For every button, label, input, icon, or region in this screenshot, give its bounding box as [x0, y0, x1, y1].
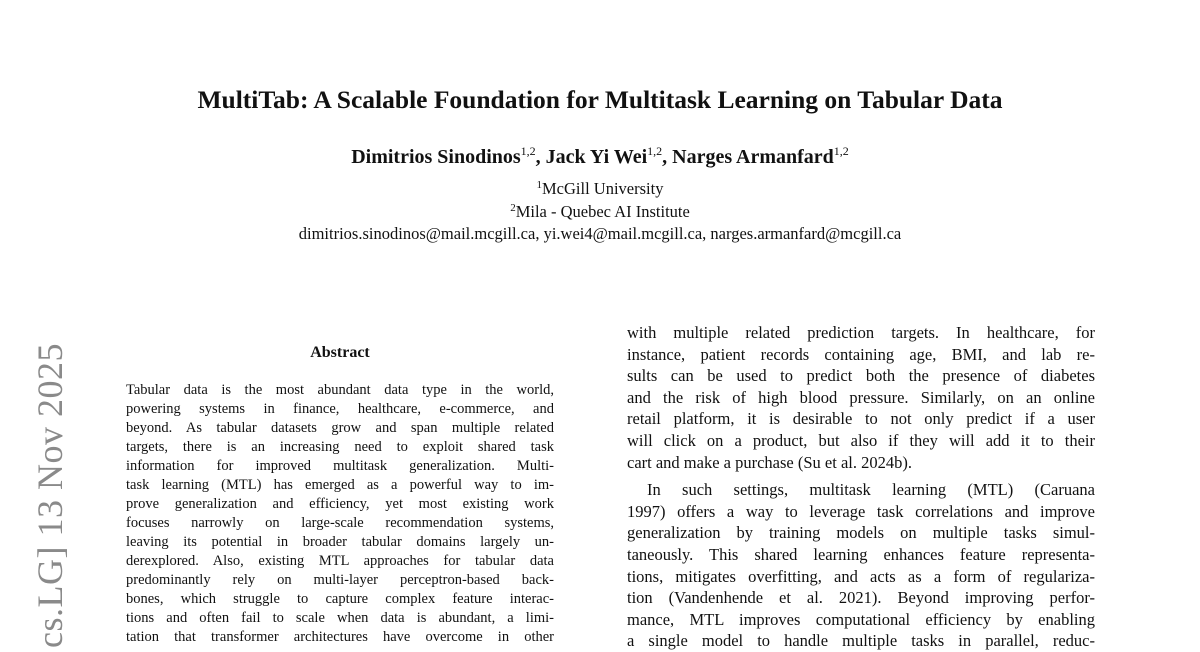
abstract-line: task learning (MTL) has emerged as a powerful way to im-	[126, 477, 554, 493]
intro-line: taneously. This shared learning enhances feature representa-	[627, 544, 1095, 564]
intro-line: In such settings, multitask learning (MTL) (Caruana	[647, 480, 1095, 500]
intro-line: a single model to handle multiple tasks in parallel, reduc-	[627, 631, 1095, 651]
intro-line: mance, MTL improves computational efficiency by enabling	[627, 609, 1095, 629]
author-emails: dimitrios.sinodinos@mail.mcgill.ca, yi.wei4@mail.mcgill.ca, narges.armanfard@mcgill.ca	[298, 224, 902, 243]
intro-line: tions, mitigates overfitting, and acts as a form of regulariza-	[627, 566, 1095, 586]
author-name: Jack Yi Wei	[545, 146, 648, 168]
abstract-line: bones, which struggle to capture complex feature interac-	[126, 591, 554, 607]
intro-line: tion (Vandenhende et al. 2021). Beyond improving perfor-	[627, 588, 1095, 608]
intro-line: 1997) offers a way to leverage task correlations and improve	[627, 501, 1095, 521]
intro-line: retail platform, it is desirable to not only predict if a user	[627, 409, 1095, 429]
author-name: Narges Armanfard	[672, 146, 834, 168]
intro-line: will click on a product, but also if they will add it to their	[627, 430, 1095, 450]
abstract-line: beyond. As tabular datasets grow and span multiple related	[126, 420, 554, 436]
author-affiliation-mark: 1,2	[647, 144, 663, 158]
affiliation-name: McGill University	[542, 179, 664, 198]
abstract-line: focuses narrowly on large-scale recommendation systems,	[126, 515, 554, 531]
intro-paragraph	[627, 322, 1095, 473]
abstract-line: predominantly rely on multi-layer perceptron-based back-	[126, 572, 554, 588]
intro-line: with multiple related prediction targets. In healthcare, for	[627, 323, 1095, 342]
intro-line: cart and make a purchase (Su et al. 2024b).	[627, 452, 912, 472]
abstract-line: targets, there is an increasing need to exploit shared task	[126, 439, 554, 455]
intro-line: and the risk of high blood pressure. Similarly, on an online	[627, 387, 1095, 407]
abstract-line: powering systems in finance, healthcare, e-commerce, and	[126, 401, 554, 417]
abstract-line: prove generalization and efficiency, yet most existing work	[126, 496, 554, 512]
abstract-line: Tabular data is the most abundant data type in the world,	[126, 382, 554, 398]
abstract-line: derexplored. Also, existing MTL approaches for tabular data	[126, 553, 554, 569]
author-separator: ,	[535, 146, 546, 168]
abstract-heading: Abstract	[310, 344, 370, 361]
author-separator: ,	[662, 146, 673, 168]
abstract-line: tions and often fail to scale when data is abundant, a limi-	[126, 610, 554, 626]
paper-title: MultiTab: A Scalable Foundation for Multitask Learning on Tabular Data	[197, 85, 1003, 114]
author-name: Dimitrios Sinodinos	[351, 146, 521, 168]
intro-line: generalization by training models on multiple tasks simul-	[627, 523, 1095, 543]
abstract-line: leaving its potential in broader tabular domains largely un-	[126, 534, 554, 550]
introduction-text	[627, 322, 1095, 652]
author-affiliation-mark: 1,2	[520, 144, 536, 158]
arxiv-sidebar-stamp: cs.LG] 13 Nov 2025	[30, 343, 70, 648]
abstract-line: tation that transformer architectures have overcome in other	[126, 629, 554, 645]
abstract-line: information for improved multitask generalization. Multi-	[126, 458, 554, 474]
author-list	[0, 144, 1200, 170]
author-affiliation-mark: 1,2	[833, 144, 849, 158]
intro-paragraph	[627, 479, 1095, 652]
affiliation-mark: 1	[536, 179, 543, 191]
affiliation	[0, 202, 1200, 222]
affiliation	[0, 179, 1200, 199]
abstract-text	[126, 381, 554, 647]
affiliation-mark: 2	[510, 202, 516, 214]
affiliation-name: Mila - Quebec AI Institute	[515, 202, 690, 221]
intro-line: sults can be used to predict both the presence of diabetes	[627, 366, 1095, 386]
intro-line: instance, patient records containing age, BMI, and lab re-	[627, 344, 1095, 364]
